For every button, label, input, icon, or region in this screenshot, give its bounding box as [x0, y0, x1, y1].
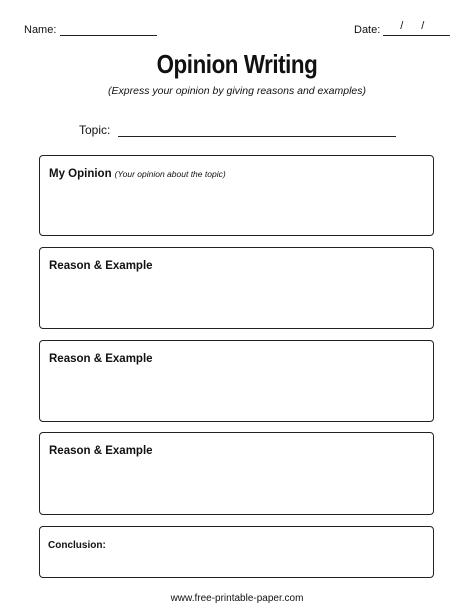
footer-url: www.free-printable-paper.com: [170, 593, 304, 604]
page-subtitle: (Express your opinion by giving reasons and examples): [108, 85, 366, 97]
topic-label: Topic:: [79, 123, 111, 137]
date-separator: /: [400, 20, 404, 32]
date-separator: /: [421, 20, 425, 32]
conclusion-box[interactable]: [39, 526, 434, 578]
reason-example-box-2[interactable]: [39, 340, 434, 422]
date-field: [354, 20, 450, 36]
page-title: Opinion Writing: [156, 49, 318, 79]
opinion-hint: (Your opinion about the topic): [114, 169, 226, 179]
name-label: Name:: [24, 24, 57, 36]
topic-line[interactable]: [118, 123, 396, 137]
conclusion-heading: Conclusion:: [48, 540, 106, 551]
reason-example-box-1[interactable]: [39, 247, 434, 329]
date-line[interactable]: [383, 20, 450, 36]
date-label: Date:: [354, 24, 381, 36]
opinion-box[interactable]: [39, 155, 434, 236]
name-field: [24, 23, 157, 36]
name-line[interactable]: [60, 23, 157, 36]
opinion-heading: My Opinion: [49, 168, 112, 180]
reason-example-box-3[interactable]: [39, 432, 434, 515]
reason-example-heading: Reason & Example: [49, 260, 153, 272]
topic-field: [79, 123, 396, 137]
reason-example-heading: Reason & Example: [49, 445, 153, 457]
reason-example-heading: Reason & Example: [49, 353, 153, 365]
